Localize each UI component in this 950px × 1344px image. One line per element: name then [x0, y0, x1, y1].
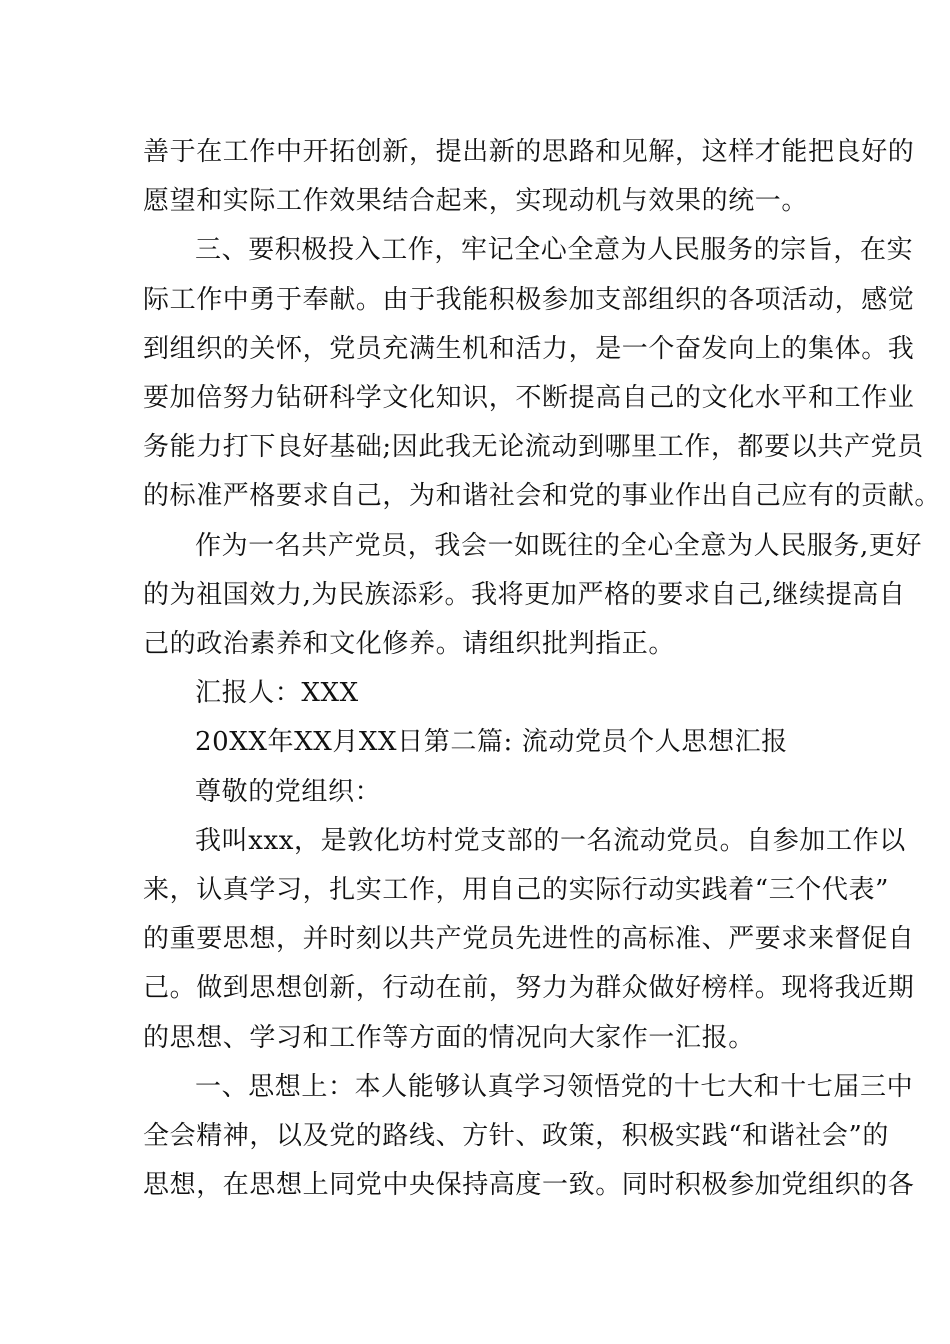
paragraph	[143, 768, 807, 817]
paragraph	[143, 226, 942, 521]
text-line: 的思想、学习和工作等方面的情况向大家作一汇报。	[143, 1022, 755, 1053]
text-line: 要加倍努力钻研科学文化知识，不断提高自己的文化水平和工作业	[143, 383, 915, 414]
text-line: 一、思想上：本人能够认真学习领悟党的十七大和十七届三中	[195, 1071, 914, 1102]
text-line: 际工作中勇于奉献。由于我能积极参加支部组织的各项活动，感觉	[143, 284, 915, 315]
text-line: 三、要积极投入工作，牢记全心全意为人民服务的宗旨，在实	[195, 235, 914, 266]
text-line: 思想，在思想上同党中央保持高度一致。同时积极参加党组织的各	[143, 1170, 915, 1201]
text-line: 20XX年XX月XX日第二篇: 流动党员个人思想汇报	[195, 727, 788, 758]
text-line: 己的政治素养和文化修养。请组织批判指正。	[143, 629, 676, 660]
text-line: 作为一名共产党员，我会一如既往的全心全意为人民服务,更好	[195, 530, 923, 561]
text-line: 的标准严格要求自己，为和谐社会和党的事业作出自己应有的贡献。	[143, 481, 942, 512]
text-line: 己。做到思想创新，行动在前，努力为群众做好榜样。现将我近期	[143, 973, 915, 1004]
paragraph	[143, 522, 923, 670]
paragraph	[143, 817, 915, 1063]
text-line: 务能力打下良好基础;因此我无论流动到哪里工作，都要以共产党员	[143, 432, 924, 463]
text-line: 来，认真学习，扎实工作，用自己的实际行动实践着“三个代表”	[143, 875, 889, 906]
text-line: 尊敬的党组织：	[195, 776, 382, 807]
paragraph	[143, 718, 807, 767]
paragraph	[143, 1063, 915, 1211]
text-line: 汇报人：XXX	[195, 678, 359, 709]
text-line: 善于在工作中开拓创新，提出新的思路和见解，这样才能把良好的	[143, 137, 915, 167]
document-body	[143, 128, 942, 1210]
paragraph	[143, 669, 807, 718]
text-line: 全会精神，以及党的路线、方针、政策，积极实践“和谐社会”的	[143, 1121, 889, 1152]
text-line: 我叫xxx，是敦化坊村党支部的一名流动党员。自参加工作以	[195, 825, 906, 856]
text-line: 的重要思想，并时刻以共产党员先进性的高标准、严要求来督促自	[143, 924, 915, 955]
paragraph	[143, 128, 915, 226]
text-line: 的为祖国效力,为民族添彩。我将更加严格的要求自己,继续提高自	[143, 579, 906, 610]
text-line: 愿望和实际工作效果结合起来，实现动机与效果的统一。	[143, 186, 809, 217]
text-line: 到组织的关怀，党员充满生机和活力，是一个奋发向上的集体。我	[143, 333, 915, 364]
